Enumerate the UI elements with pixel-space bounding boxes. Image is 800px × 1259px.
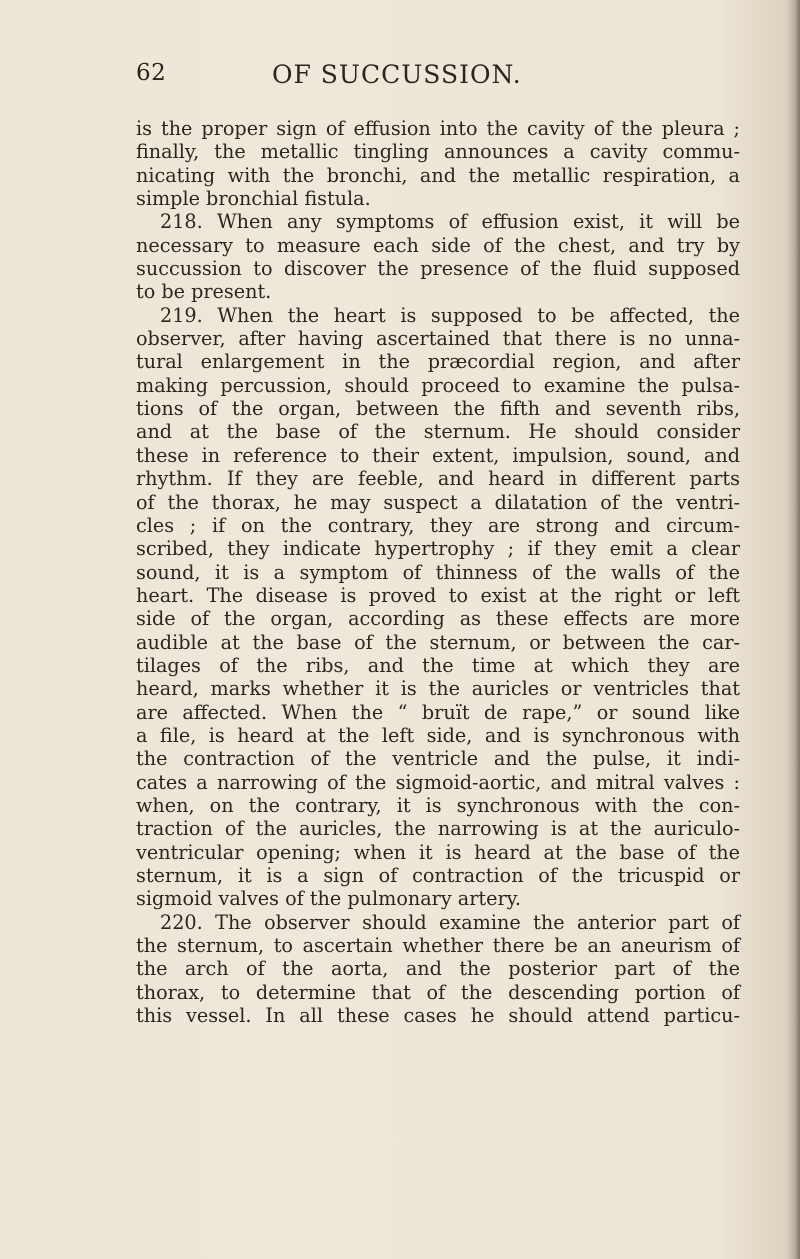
body-text	[136, 117, 740, 1027]
text-line: tural enlargement in the præcordial region, and after	[136, 350, 740, 374]
text-line: 218. When any symptoms of effusion exist, it will be	[160, 210, 740, 234]
text-line: thorax, to determine that of the descending portion of	[136, 980, 740, 1004]
text-line: heard, marks whether it is the auricles or ventricles that	[136, 677, 740, 701]
text-line: cles ; if on the contrary, they are strong and circum-	[136, 513, 740, 537]
text-line: sternum, it is a sign of contraction of the tricuspid or	[136, 864, 740, 887]
text-line: nicating with the bronchi, and the metallic respiration, a	[136, 163, 740, 187]
text-line: audible at the base of the sternum, or between the car-	[136, 630, 740, 654]
text-line: of the thorax, he may suspect a dilatation of the ventri-	[136, 490, 740, 514]
text-line: traction of the auricles, the narrowing is at the auriculo-	[136, 817, 740, 841]
text-line: the arch of the aorta, and the posterior part of the	[136, 957, 740, 981]
text-line: is the proper sign of effusion into the cavity of the pleura ;	[136, 117, 740, 140]
text-line: finally, the metallic tingling announces a cavity commu-	[136, 140, 740, 164]
text-line: ventricular opening; when it is heard at the base of the	[136, 840, 740, 864]
page-header	[136, 60, 736, 100]
text-line: these in reference to their extent, impulsion, sound, and	[136, 443, 740, 467]
text-line: making percussion, should proceed to examine the pulsa-	[136, 373, 740, 397]
text-line: necessary to measure each side of the chest, and try by	[136, 233, 740, 257]
text-line: to be present.	[136, 280, 272, 304]
text-line: this vessel. In all these cases he should attend particu-	[136, 1004, 740, 1028]
text-line: heart. The disease is proved to exist at the right or left	[136, 583, 740, 607]
text-line: 219. When the heart is supposed to be affected, the	[160, 303, 740, 327]
text-line: succussion to discover the presence of the fluid supposed	[136, 257, 740, 281]
text-line: when, on the contrary, it is synchronous with the con-	[136, 793, 740, 817]
text-line: rhythm. If they are feeble, and heard in different parts	[136, 467, 740, 491]
text-line: side of the organ, according as these effects are more	[136, 607, 740, 631]
text-line: tilages of the ribs, and the time at which they are	[136, 653, 740, 677]
text-line: cates a narrowing of the sigmoid-aortic, and mitral valves :	[136, 770, 740, 794]
page-edge-shadow	[786, 0, 800, 1259]
running-title: OF SUCCUSSION.	[272, 60, 522, 89]
text-line: 220. The observer should examine the anterior part of	[160, 910, 740, 934]
text-line: a file, is heard at the left side, and is synchronous with	[136, 723, 740, 747]
text-line: are affected. When the “ bruït de rape,” or sound like	[136, 700, 740, 724]
text-line: sigmoid valves of the pulmonary artery.	[136, 887, 522, 911]
page-number: 62	[136, 60, 167, 86]
text-line: and at the base of the sternum. He should consider	[136, 420, 740, 444]
text-line: observer, after having ascertained that there is no unna-	[136, 327, 740, 351]
text-line: simple bronchial fistula.	[136, 187, 371, 211]
text-line: scribed, they indicate hypertrophy ; if they emit a clear	[136, 537, 740, 561]
text-line: the sternum, to ascertain whether there be an aneurism of	[136, 934, 740, 958]
text-line: the contraction of the ventricle and the pulse, it indi-	[136, 747, 740, 771]
text-line: tions of the organ, between the fifth and seventh ribs,	[136, 397, 740, 421]
text-line: sound, it is a symptom of thinness of the walls of the	[136, 560, 740, 584]
